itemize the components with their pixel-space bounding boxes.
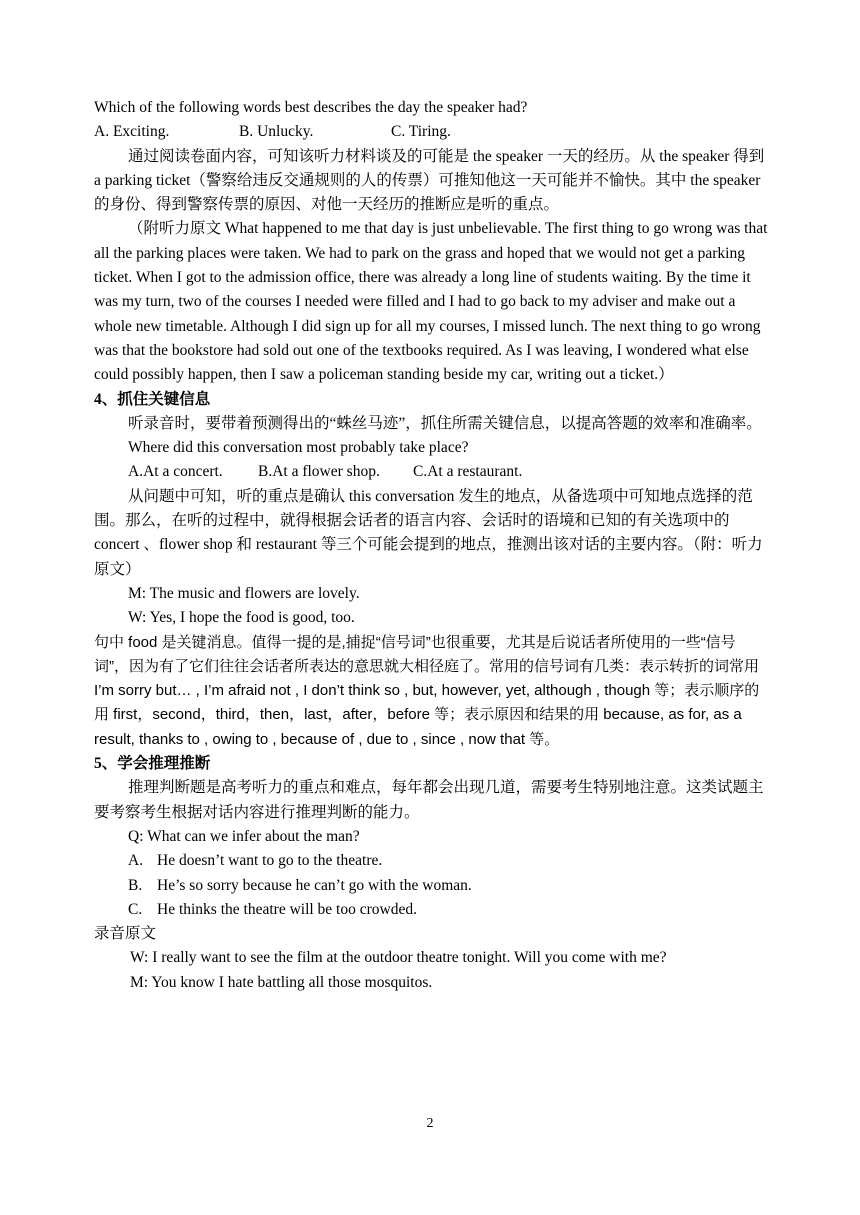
section5-question: Q: What can we infer about the man? [128,827,360,845]
section5-option-b: B. He’s so sorry because he can’t go with the woman. [128,876,472,894]
option-b: B.At a flower shop. [258,463,380,481]
section4-options [94,460,770,484]
option-b: B. Unlucky. [239,123,314,141]
option-c: C.At a restaurant. [413,463,523,481]
section4-question: Where did this conversation most probably take place? [128,439,469,457]
document-body [94,96,770,995]
transcript-line-m: M: You know I hate battling all those mosquitos. [130,973,433,991]
section4-analysis: 从问题中可知，听的重点是确认 this conversation 发生的地点，从备选项中可知地点选择的范围。那么，在听的过程中，就得根据会话者的语言内容、会话时的语境和已知的有关选项中的 concert 、flower shop 和 restaurant 等三个可能会提到的地点，推测出该对话的主要内容。（附：听力原文） [94,487,763,578]
section4-intro: 听录音时，要带着预测得出的“蛛丝马迹”，抓住所需关键信息，以提高答题的效率和准确率。 [128,414,762,432]
section4-heading: 4、抓住关键信息 [94,390,211,408]
option-a: A. Exciting. [94,123,170,141]
q1-analysis: 通过阅读卷面内容，可知该听力材料谈及的可能是 the speaker 一天的经历。从 the speaker 得到 a parking ticket（警察给违反交通规则的人的传票）可推知他这一天可能并不愉快。其中 the speaker 的身份、得到警察传票的原因、对他一天经历的推断应是听的重点。 [94,147,765,214]
q1-transcript: （附听力原文 What happened to me that day is just unbelievable. The first thing to go wrong was that all the parking places were taken. We had to park on the grass and hoped that we would not get a parking ticket. When I got to the admission office, there was already a long line of students waiting. By the time it was my turn, two of the courses I needed were filled and I had to go back to my adviser and make out a whole new timetable. Although I did sign up for all my courses, I missed lunch. The next thing to go wrong was that the bookstore had sold out one of the textbooks required. As I was leaving, I wondered what else could possibly happen, then I saw a policeman standing beside my car, writing out a ticket.） [94,220,768,384]
section5-option-c: C. He thinks the theatre will be too crowded. [128,900,417,918]
transcript-label: 录音原文 [94,925,157,943]
dialogue-line-w: W: Yes, I hope the food is good, too. [128,609,355,627]
page-number: 2 [426,1116,434,1131]
option-a: A.At a concert. [128,463,223,481]
q1-question: Which of the following words best describes the day the speaker had? [94,99,528,116]
section5-intro: 推理判断题是高考听力的重点和难点，每年都会出现几道，需要考生特别地注意。这类试题主要考察考生根据对话内容进行推理判断的能力。 [94,779,764,821]
dialogue-line-m: M: The music and flowers are lovely. [128,584,360,602]
option-c: C. Tiring. [391,123,451,141]
section5-option-a: A. He doesn’t want to go to the theatre. [128,852,383,870]
q1-options [94,120,770,144]
transcript-line-w: W: I really want to see the film at the outdoor theatre tonight. Will you come with me? [130,949,667,967]
section5-heading: 5、学会推理推断 [94,755,211,773]
signal-words-paragraph: 句中 food 是关键消息。值得一提的是,捕捉“信号词”也很重要，尤其是后说话者所使用的一些“信号词”，因为有了它们往往会话者所表达的意思就大相径庭了。常用的信号词有几类：表示转折的词常用 I’m sorry but… , I’m afraid not , I don’t think so , but, however, yet, although , though 等；表示顺序的用 first，second，third，then，last，after，before 等；表示原因和结果的用 because, as for, as a result, thanks to , owing to , because of , due to , since , now that 等。 [94,633,760,748]
